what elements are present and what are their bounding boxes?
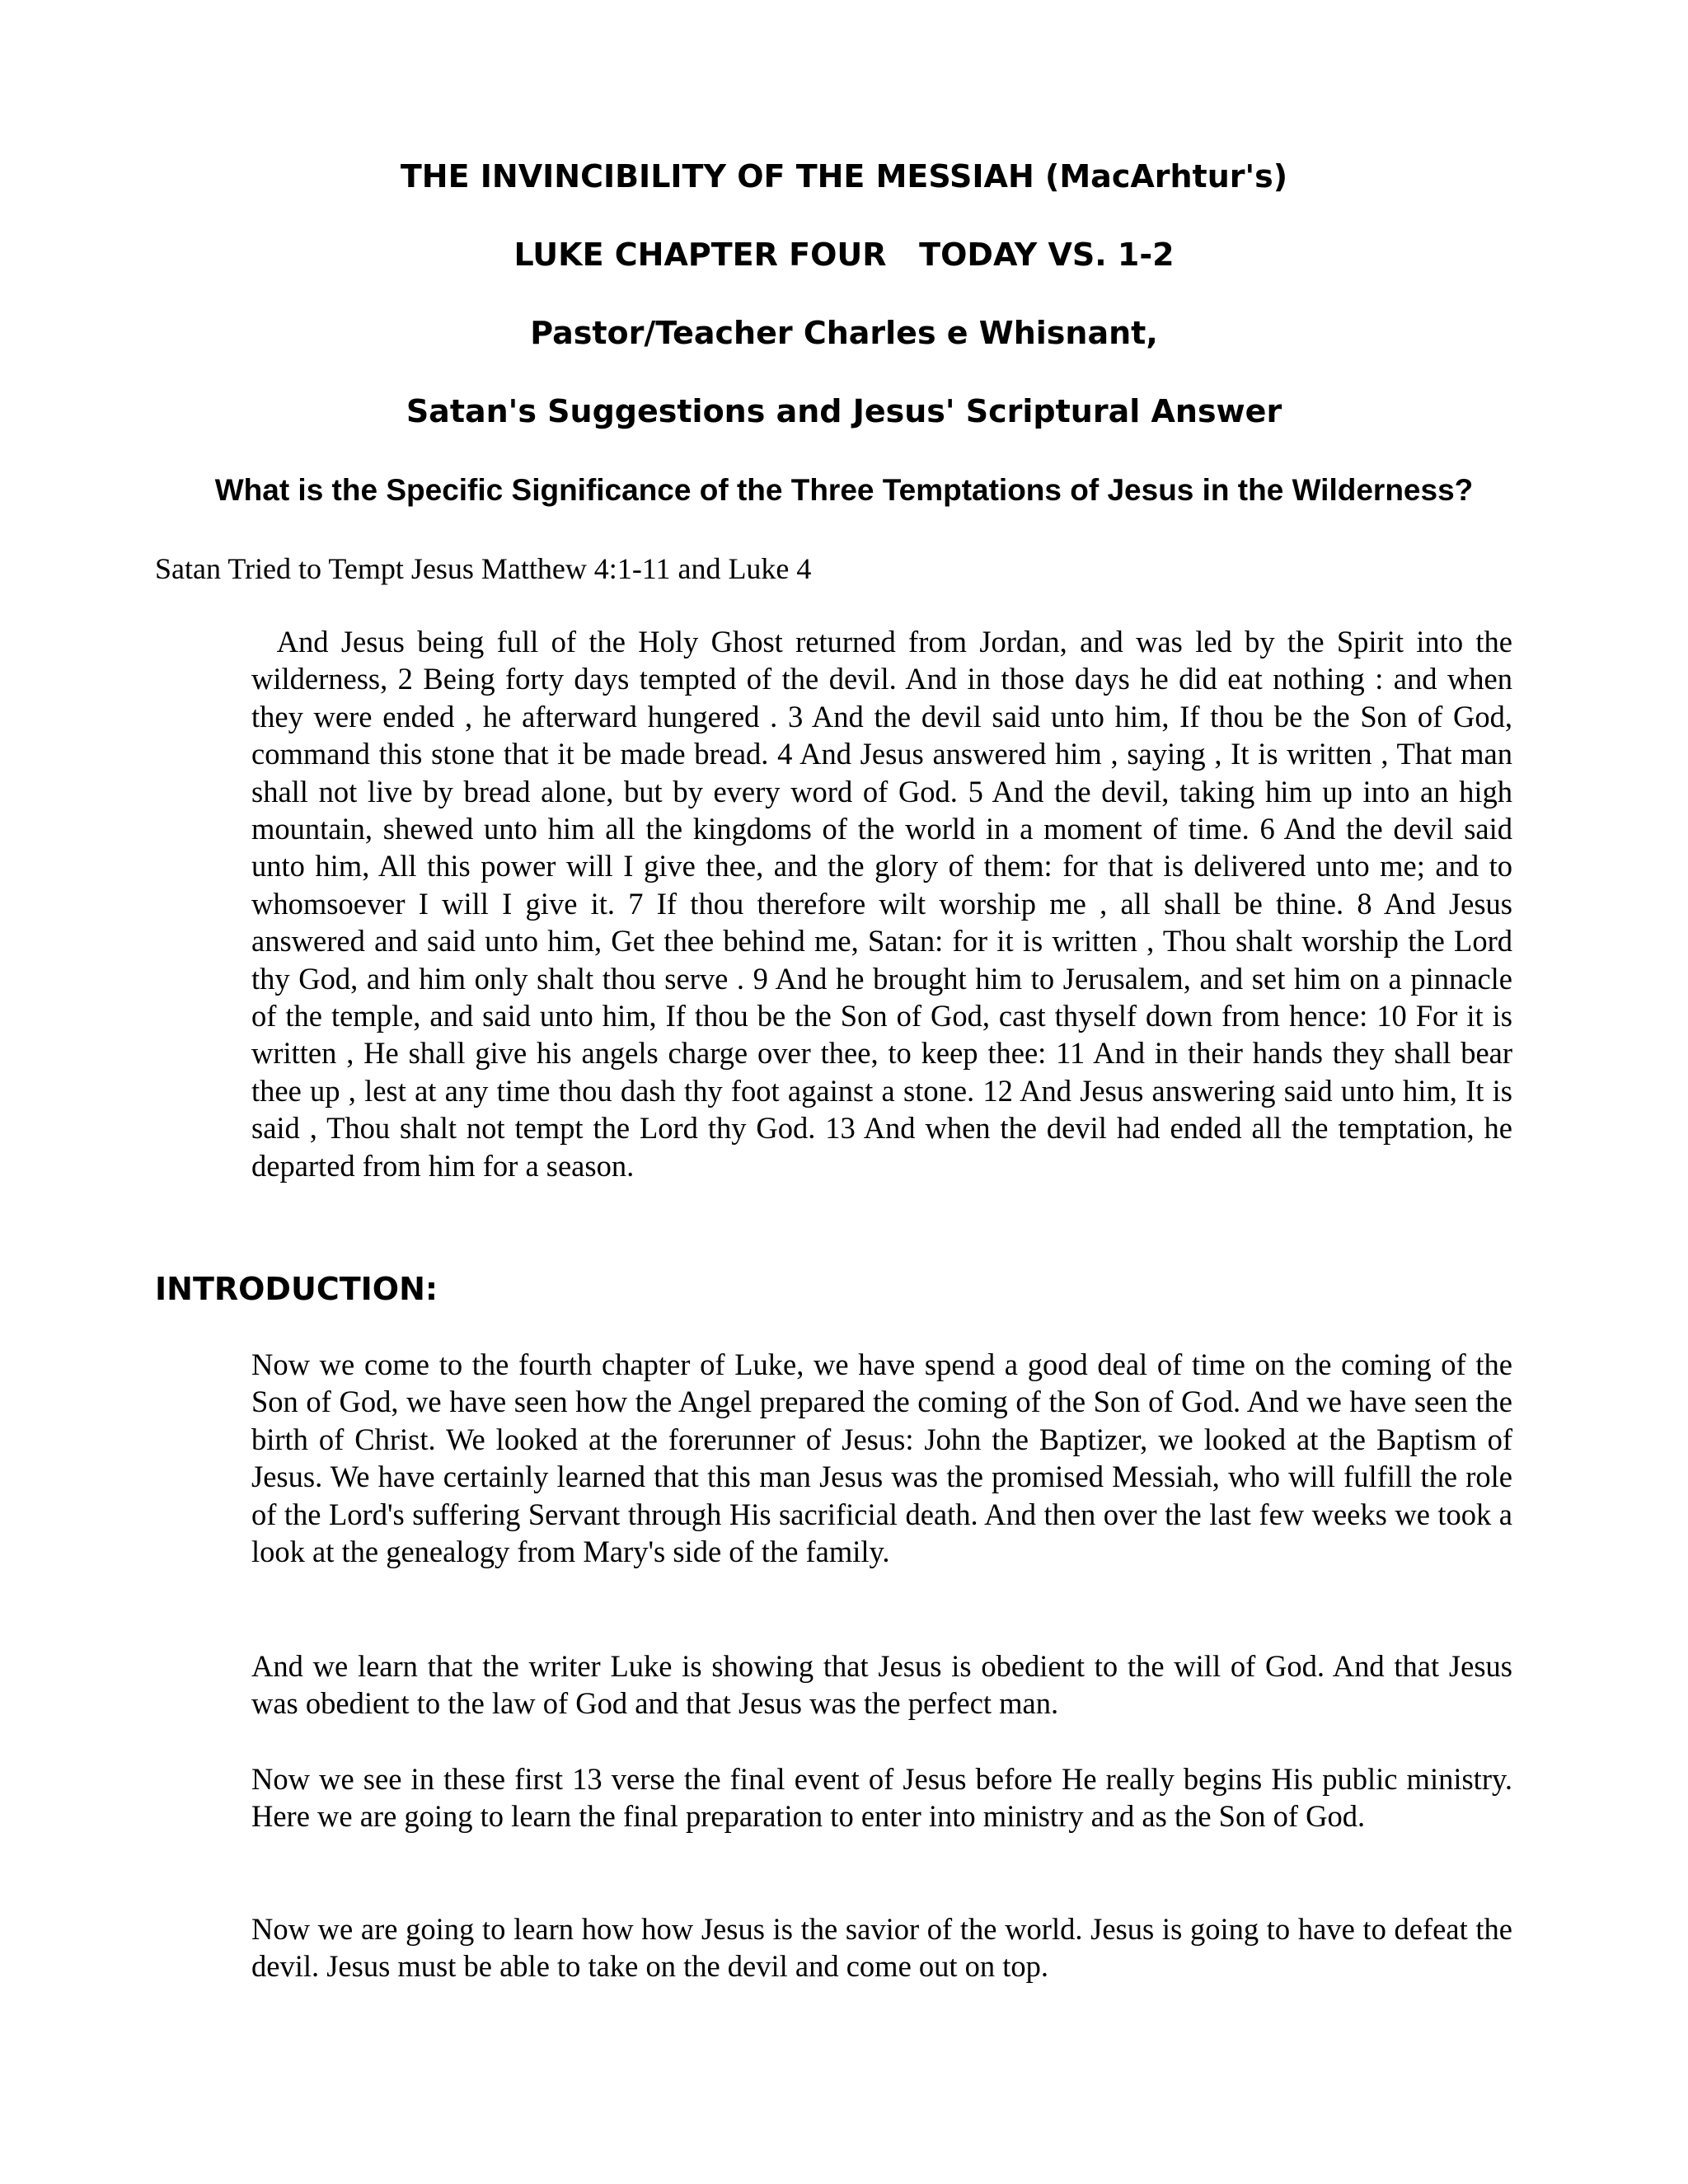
sermon-subtitle: Satan's Suggestions and Jesus' Scriptural Answer <box>406 393 1282 429</box>
chapter-heading: LUKE CHAPTER FOUR TODAY VS. 1-2 <box>513 237 1175 273</box>
introduction-heading: INTRODUCTION: <box>155 1271 438 1307</box>
intro-paragraph: Now we see in these first 13 verse the final event of Jesus before He really begins His public ministry. Here we are going to learn the final preparation to enter into ministry and as the Son of God. <box>251 1762 1512 1834</box>
intro-paragraph: Now we come to the fourth chapter of Luke, we have spend a good deal of time on the coming of the Son of God, we have seen how the Angel prepared the coming of the Son of God. And we have seen the birth of Christ. We looked at the forerunner of Jesus: John the Baptizer, we looked at the Baptism of Jesus. We have certainly learned that this man Jesus was the promised Messiah, who will fulfill the role of the Lord's suffering Servant through His sacrificial death. And then over the last few weeks we took a look at the genealogy from Mary's side of the family. <box>251 1347 1512 1569</box>
scripture-passage: And Jesus being full of the Holy Ghost returned from Jordan, and was led by the Spirit into the wilderness, 2 Being forty days tempted of the devil. And in those days he did eat nothing : and when they were ended , he afterward hungered . 3 And the devil said unto him, If thou be the Son of God, command this stone that it be made bread. 4 And Jesus answered him , saying , It is written , That man shall not live by bread alone, but by every word of God. 5 And the devil, taking him up into an high mountain, shewed unto him all the kingdoms of the world in a moment of time. 6 And the devil said unto him, All this power will I give thee, and the glory of them: for that is delivered unto me; and to whomsoever I will I give it. 7 If thou therefore wilt worship me , all shall be thine. 8 And Jesus answered and said unto him, Get thee behind me, Satan: for it is written , Thou shalt worship the Lord thy God, and him only shalt thou serve . 9 And he brought him to Jerusalem, and set him on a pinnacle of the temple, and said unto him, If thou be the Son of God, cast thyself down from hence: 10 For it is written , He shall give his angels charge over thee, to keep thee: 11 And in their hands they shall bear thee up , lest at any time thou dash thy foot against a stone. 12 And Jesus answering said unto him, It is said , Thou shalt not tempt the Lord thy God. 13 And when the devil had ended all the temptation, he departed from him for a season. <box>251 625 1512 1183</box>
scripture-reference: Satan Tried to Tempt Jesus Matthew 4:1-11 and Luke 4 <box>155 552 812 585</box>
document-title: THE INVINCIBILITY OF THE MESSIAH (MacArhtur's) <box>400 158 1288 194</box>
intro-paragraph: And we learn that the writer Luke is showing that Jesus is obedient to the will of God. And that Jesus was obedient to the law of God and that Jesus was the perfect man. <box>251 1649 1512 1721</box>
intro-paragraph: Now we are going to learn how how Jesus is the savior of the world. Jesus is going to have to defeat the devil. Jesus must be able to take on the devil and come out on top. <box>251 1912 1512 1984</box>
question-heading: What is the Specific Significance of the Three Temptations of Jesus in the Wilderness? <box>214 473 1474 507</box>
author-line: Pastor/Teacher Charles e Whisnant, <box>530 315 1158 351</box>
